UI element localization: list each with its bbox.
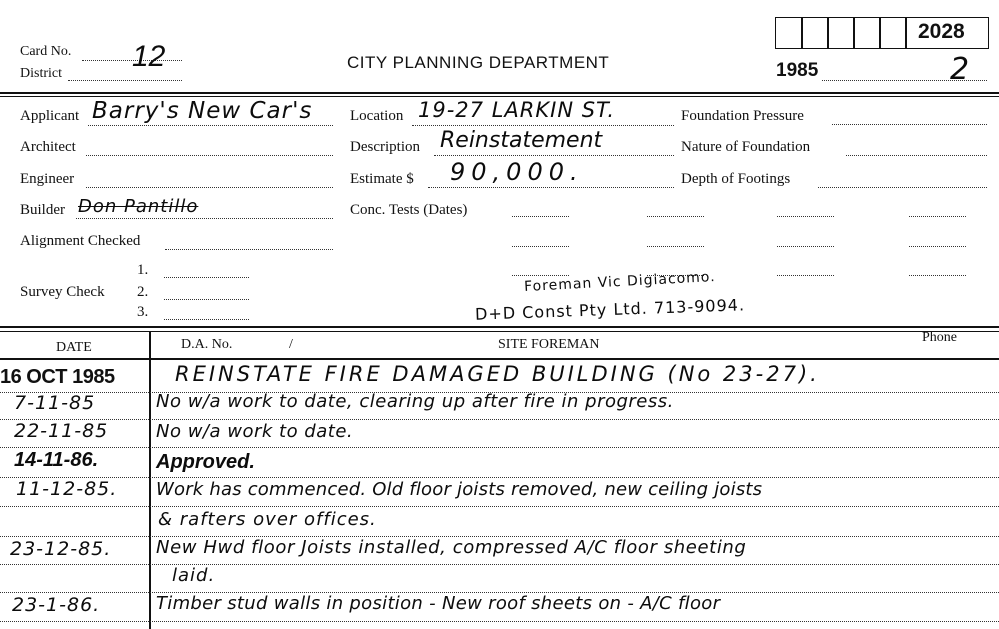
estimate-value: 90,000. bbox=[450, 158, 584, 186]
depth-of-footings-label: Depth of Footings bbox=[681, 171, 791, 187]
site-foreman-header: SITE FOREMAN bbox=[498, 337, 600, 352]
alignment-label: Alignment Checked bbox=[20, 233, 141, 249]
phone-header: Phone bbox=[922, 330, 957, 345]
row-7-entry: Timber stud walls in position - New roof sheets on - A/C floor bbox=[156, 593, 721, 614]
row-3-date: 22-11-85 bbox=[14, 420, 109, 442]
estimate-label: Estimate $ bbox=[350, 171, 414, 187]
row-3-entry: No w/a work to date. bbox=[156, 421, 354, 442]
row-1-date: 16 OCT 1985 bbox=[0, 366, 115, 388]
da-slash: / bbox=[289, 337, 293, 352]
row-7-date: 23-1-86. bbox=[12, 594, 101, 616]
row-4-entry: Approved. bbox=[156, 451, 255, 473]
card-no-label: Card No. bbox=[20, 44, 72, 59]
location-label: Location bbox=[350, 108, 404, 124]
row-6-date: 23-12-85. bbox=[10, 538, 112, 560]
year-printed: 1985 bbox=[776, 60, 819, 81]
row-6-continuation: laid. bbox=[172, 565, 216, 586]
conc-tests-label: Conc. Tests (Dates) bbox=[350, 202, 468, 218]
row-5-entry: Work has commenced. Old floor joists removed, new ceiling joists bbox=[156, 479, 763, 500]
card-number-box-5 bbox=[879, 17, 907, 49]
engineer-label: Engineer bbox=[20, 171, 75, 187]
applicant-label: Applicant bbox=[20, 108, 80, 124]
row-5-continuation: & rafters over offices. bbox=[158, 509, 377, 530]
card-number-box-3 bbox=[827, 17, 855, 49]
row-4-date: 14-11-86. bbox=[14, 449, 99, 471]
architect-label: Architect bbox=[20, 139, 76, 155]
foreman-note-2: D+D Const Pty Ltd. 713-9094. bbox=[474, 295, 746, 324]
district-label: District bbox=[20, 66, 62, 81]
foreman-note-1: Foreman Vic Digiacomo. bbox=[523, 268, 717, 296]
location-value: 19-27 LARKIN ST. bbox=[418, 98, 616, 122]
survey-label: Survey Check bbox=[20, 284, 105, 300]
da-no-header: D.A. No. bbox=[181, 337, 233, 352]
row-2-date: 7-11-85 bbox=[14, 392, 96, 414]
card-number: 2028 bbox=[918, 20, 965, 43]
survey-2-label: 2. bbox=[137, 284, 149, 300]
row-2-entry: No w/a work to date, clearing up after fire in progress. bbox=[156, 391, 674, 412]
builder-value: Don Pantillo bbox=[78, 196, 199, 217]
card-no-value: 12 bbox=[132, 40, 166, 73]
department-title: CITY PLANNING DEPARTMENT bbox=[347, 53, 610, 72]
applicant-value: Barry's New Car's bbox=[92, 98, 313, 124]
card-number-box-4 bbox=[853, 17, 881, 49]
row-5-date: 11-12-85. bbox=[16, 478, 118, 500]
table-date-divider bbox=[149, 332, 151, 629]
foundation-pressure-label: Foundation Pressure bbox=[681, 108, 804, 124]
row-6-entry: New Hwd floor Joists installed, compressed A/C floor sheeting bbox=[156, 537, 747, 558]
survey-3-label: 3. bbox=[137, 304, 149, 320]
description-value: Reinstatement bbox=[440, 128, 603, 153]
builder-label: Builder bbox=[20, 202, 65, 218]
nature-of-foundation-label: Nature of Foundation bbox=[681, 139, 811, 155]
row-1-entry: REINSTATE FIRE DAMAGED BUILDING (No 23-27). bbox=[175, 362, 820, 386]
description-label: Description bbox=[350, 139, 420, 155]
year-hand: 2 bbox=[950, 52, 971, 87]
card-number-box-1 bbox=[775, 17, 803, 49]
table-top-rule bbox=[0, 326, 999, 328]
header-divider bbox=[0, 92, 999, 94]
card-number-box-2 bbox=[801, 17, 829, 49]
survey-1-label: 1. bbox=[137, 262, 149, 278]
date-header: DATE bbox=[56, 340, 92, 355]
